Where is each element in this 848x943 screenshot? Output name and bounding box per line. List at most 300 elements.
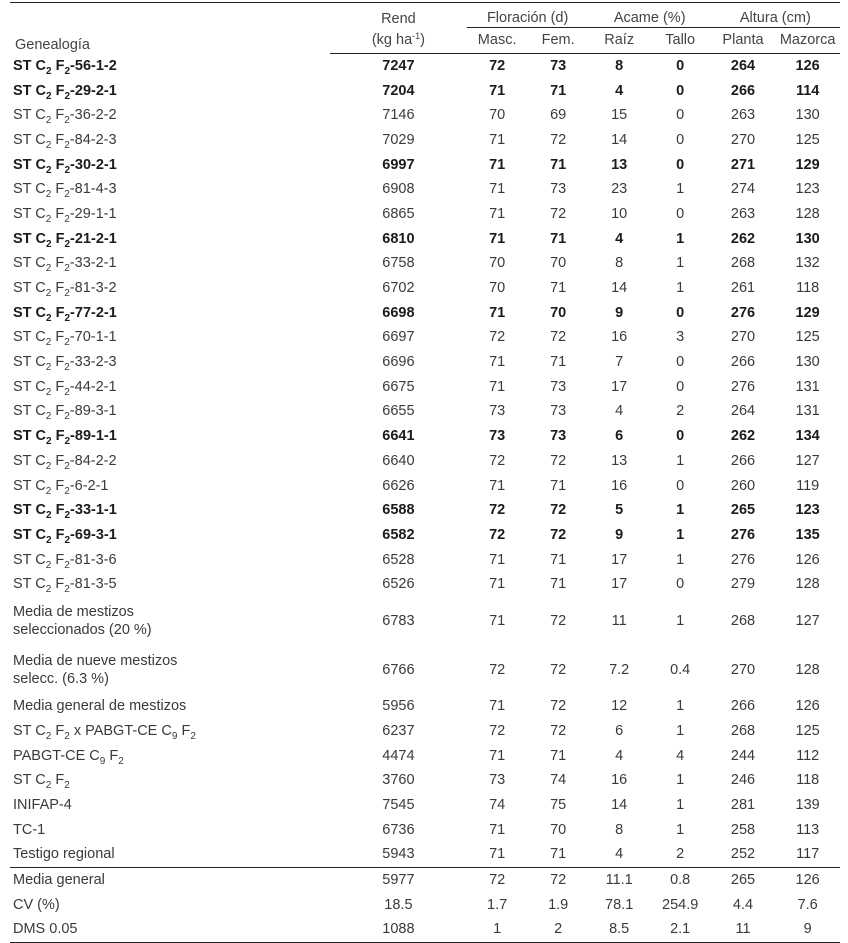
table-row — [10, 893, 840, 918]
raiz-cell: 6 — [615, 722, 624, 739]
rend-cell: 5943 — [382, 846, 415, 863]
genealogy-cell: Testigo regional — [13, 846, 115, 863]
planta-cell: 261 — [730, 280, 756, 297]
genealogy-cell: ST $C_2$ $F_2-33-2-1$ — [13, 255, 117, 275]
table-row — [10, 498, 840, 523]
raiz-cell: 13 — [611, 156, 628, 173]
planta-cell: 274 — [730, 181, 756, 198]
masc-cell: 71 — [489, 698, 506, 715]
genealogy-cell: ST $C_2$ $F_2-6-2-1$ — [13, 477, 109, 497]
mazorca-cell: 129 — [795, 304, 820, 321]
masc-cell: 71 — [489, 156, 506, 173]
rend-cell: 5956 — [382, 698, 415, 715]
table-row — [10, 449, 840, 474]
table-row — [10, 744, 840, 769]
tallo-cell: 0 — [676, 131, 685, 148]
planta-cell: 270 — [730, 661, 756, 678]
mazorca-cell: 125 — [795, 722, 820, 739]
table-row — [10, 128, 840, 153]
tallo-cell: 1 — [676, 230, 685, 247]
masc-cell: 1.7 — [487, 896, 508, 913]
table-row — [10, 768, 840, 793]
tallo-cell: 3 — [676, 329, 685, 346]
header-tallo: Tallo — [650, 28, 711, 54]
rend-cell: 6702 — [382, 280, 415, 297]
rend-cell: 18.5 — [384, 896, 413, 913]
table-row — [10, 375, 840, 400]
planta-cell: 266 — [730, 698, 756, 715]
planta-cell: 258 — [730, 821, 756, 838]
table-row — [10, 177, 840, 202]
results-table — [10, 2, 840, 943]
raiz-cell: 4 — [615, 747, 624, 764]
table-row — [10, 301, 840, 326]
genealogy-cell: ST $C_2$ $F_2-81-3-6$ — [13, 551, 117, 571]
table-row — [10, 719, 840, 744]
rend-cell: 6582 — [382, 526, 415, 543]
raiz-cell: 7 — [615, 354, 624, 371]
rend-cell: 6997 — [382, 156, 415, 173]
mazorca-cell: 118 — [796, 772, 820, 789]
fem-cell: 73 — [550, 57, 567, 74]
rend-cell: 7545 — [382, 796, 415, 813]
genealogy-cell: INIFAP-4 — [13, 796, 72, 813]
mazorca-cell: 125 — [795, 329, 820, 346]
tallo-cell: 2.1 — [650, 918, 711, 943]
planta-cell: 268 — [730, 722, 756, 739]
header-rend-units: (kg $ha^{-1}$) — [330, 28, 466, 54]
raiz-cell: 6 — [615, 428, 624, 445]
table-row — [10, 572, 840, 597]
tallo-cell: 0 — [676, 477, 685, 494]
planta-cell: 252 — [730, 846, 756, 863]
tallo-cell: 1 — [676, 181, 685, 198]
header-floracion: Floración (d) — [467, 3, 589, 28]
planta-cell: 246 — [730, 772, 756, 789]
fem-cell: 69 — [550, 107, 567, 124]
mazorca-cell: 117 — [796, 846, 820, 863]
rend-cell: 3760 — [382, 772, 415, 789]
tallo-cell: 2 — [676, 846, 685, 863]
table-row — [10, 474, 840, 499]
genealogy-cell: PABGT-CE $C_9$ $F_2$ — [13, 747, 124, 767]
planta-cell: 264 — [730, 57, 756, 74]
tallo-cell: 0 — [676, 82, 685, 99]
genealogy-cell: ST $C_2$ $F_2-81-3-2$ — [13, 280, 117, 300]
fem-cell: 73 — [550, 403, 567, 420]
rend-cell: 4474 — [382, 747, 415, 764]
planta-cell: 265 — [730, 502, 756, 519]
rend-cell: 6697 — [382, 329, 415, 346]
raiz-cell: 9 — [615, 526, 624, 543]
masc-cell: 70 — [489, 107, 506, 124]
fem-cell: 72 — [550, 502, 567, 519]
planta-cell: 276 — [730, 526, 756, 543]
table-row — [10, 793, 840, 818]
fem-cell: 72 — [550, 329, 567, 346]
mazorca-cell: 126 — [795, 551, 820, 568]
genealogy-cell: Media general — [10, 868, 330, 893]
fem-cell: 72 — [528, 868, 589, 893]
mazorca-cell: 123 — [795, 181, 820, 198]
rend-cell: 6237 — [382, 722, 415, 739]
mazorca-cell: 127 — [795, 452, 820, 469]
planta-cell: 244 — [730, 747, 756, 764]
masc-cell: 72 — [489, 722, 506, 739]
raiz-cell: 4 — [615, 230, 624, 247]
fem-cell: 70 — [550, 821, 567, 838]
header-planta: Planta — [711, 28, 776, 54]
tallo-cell: 4 — [676, 747, 685, 764]
raiz-cell: 8 — [615, 255, 624, 272]
fem-cell: 72 — [550, 661, 567, 678]
mazorca-cell: 129 — [795, 156, 820, 173]
masc-cell: 73 — [489, 772, 506, 789]
table-row — [10, 276, 840, 301]
planta-cell: 268 — [730, 255, 756, 272]
tallo-cell: 1 — [676, 821, 685, 838]
fem-cell: 72 — [550, 698, 567, 715]
raiz-cell: 8 — [615, 821, 624, 838]
planta-cell: 276 — [730, 304, 756, 321]
raiz-cell: 11.1 — [589, 868, 650, 893]
rend-cell: 7146 — [382, 107, 415, 124]
table-row — [10, 842, 840, 867]
tallo-cell: 0 — [676, 576, 685, 593]
rend-cell: 6698 — [382, 304, 415, 321]
genealogy-cell: ST $C_2$ $F_2-33-1-1$ — [13, 502, 117, 522]
rend-cell: 6908 — [382, 181, 415, 198]
genealogy-cell: DMS 0.05 — [10, 918, 330, 943]
mazorca-cell: 139 — [795, 796, 820, 813]
table-row — [10, 523, 840, 548]
fem-cell: 71 — [550, 576, 567, 593]
tallo-cell: 0 — [676, 304, 685, 321]
masc-cell: 71 — [489, 378, 506, 395]
tallo-cell: 0 — [676, 354, 685, 371]
genealogy-cell: ST $C_2$ $F_2$ x PABGT-CE $C_9$ $F_2$ — [13, 722, 196, 742]
planta-cell: 281 — [730, 796, 756, 813]
raiz-cell: 78.1 — [605, 896, 634, 913]
planta-cell: 270 — [730, 131, 756, 148]
raiz-cell: 5 — [615, 502, 624, 519]
header-genealogia: Genealogía — [10, 3, 330, 54]
masc-cell: 74 — [489, 796, 506, 813]
raiz-cell: 17 — [611, 576, 628, 593]
genealogy-cell: Media de mestizos seleccionados (20 %) — [13, 604, 152, 639]
planta-cell: 276 — [730, 551, 756, 568]
masc-cell: 71 — [489, 747, 506, 764]
fem-cell: 1.9 — [548, 896, 569, 913]
tallo-cell: 1 — [676, 551, 685, 568]
fem-cell: 71 — [550, 82, 567, 99]
rend-cell: 6736 — [382, 821, 415, 838]
genealogy-cell: ST $C_2$ $F_2-69-3-1$ — [13, 526, 117, 546]
fem-cell: 71 — [550, 156, 567, 173]
genealogy-cell: ST $C_2$ $F_2-36-2-2$ — [13, 107, 117, 127]
masc-cell: 71 — [489, 612, 506, 629]
masc-cell: 70 — [489, 280, 506, 297]
fem-cell: 71 — [550, 846, 567, 863]
genealogy-cell: ST $C_2$ $F_2-81-4-3$ — [13, 181, 117, 201]
tallo-cell: 1 — [676, 772, 685, 789]
rend-cell: 6626 — [382, 477, 415, 494]
raiz-cell: 8 — [615, 57, 624, 74]
rend-cell: 1088 — [330, 918, 466, 943]
mazorca-cell: 126 — [775, 868, 840, 893]
masc-cell: 71 — [489, 131, 506, 148]
tallo-cell: 1 — [676, 722, 685, 739]
fem-cell: 73 — [550, 181, 567, 198]
mazorca-cell: 127 — [795, 612, 820, 629]
mazorca-cell: 130 — [795, 354, 820, 371]
genealogy-cell: ST $C_2$ $F_2-89-1-1$ — [13, 428, 117, 448]
table-row — [10, 694, 840, 719]
header-masc: Masc. — [467, 28, 528, 54]
table-row — [10, 918, 840, 943]
genealogy-cell: ST $C_2$ $F_2-44-2-1$ — [13, 378, 117, 398]
masc-cell: 71 — [489, 846, 506, 863]
mazorca-cell: 132 — [795, 255, 820, 272]
mazorca-cell: 130 — [795, 107, 820, 124]
raiz-cell: 11 — [611, 612, 627, 629]
table-row — [10, 103, 840, 128]
rend-cell: 6865 — [382, 205, 415, 222]
genealogy-cell: ST $C_2$ $F_2-81-3-5$ — [13, 576, 117, 596]
genealogy-cell: TC-1 — [13, 821, 46, 838]
fem-cell: 72 — [550, 452, 567, 469]
masc-cell: 72 — [489, 661, 506, 678]
masc-cell: 71 — [489, 354, 506, 371]
masc-cell: 72 — [489, 452, 506, 469]
mazorca-cell: 131 — [795, 403, 820, 420]
raiz-cell: 4 — [615, 846, 624, 863]
tallo-cell: 1 — [676, 502, 685, 519]
raiz-cell: 15 — [611, 107, 628, 124]
mazorca-cell: 118 — [796, 280, 820, 297]
fem-cell: 72 — [550, 205, 567, 222]
rend-cell: 6675 — [382, 378, 415, 395]
raiz-cell: 14 — [611, 131, 628, 148]
fem-cell: 71 — [550, 230, 567, 247]
planta-cell: 262 — [730, 428, 756, 445]
mazorca-cell: 125 — [795, 131, 820, 148]
genealogy-cell: ST $C_2$ $F_2-70-1-1$ — [13, 329, 117, 349]
planta-cell: 270 — [730, 329, 756, 346]
planta-cell: 4.4 — [732, 896, 754, 913]
tallo-cell: 0 — [676, 378, 685, 395]
rend-cell: 6640 — [382, 452, 415, 469]
mazorca-cell: 130 — [795, 230, 820, 247]
tallo-cell: 0 — [676, 107, 685, 124]
genealogy-cell: ST $C_2$ $F_2-56-1-2$ — [13, 57, 117, 77]
planta-cell: 268 — [730, 612, 756, 629]
header-mazorca: Mazorca — [775, 28, 840, 54]
fem-cell: 75 — [550, 796, 567, 813]
masc-cell: 72 — [489, 526, 506, 543]
fem-cell: 72 — [550, 526, 567, 543]
mazorca-cell: 112 — [796, 747, 820, 764]
tallo-cell: 1 — [676, 796, 685, 813]
rend-cell: 5977 — [330, 868, 466, 893]
fem-cell: 70 — [550, 304, 567, 321]
tallo-cell: 1 — [676, 612, 685, 629]
fem-cell: 71 — [550, 477, 567, 494]
table-row — [10, 326, 840, 351]
rend-cell: 6783 — [382, 612, 415, 629]
mazorca-cell: 123 — [795, 502, 820, 519]
table-row — [10, 350, 840, 375]
planta-cell: 271 — [730, 156, 756, 173]
fem-cell: 71 — [550, 280, 567, 297]
raiz-cell: 17 — [611, 378, 628, 395]
masc-cell: 71 — [489, 576, 506, 593]
table-row — [10, 202, 840, 227]
mazorca-cell: 128 — [795, 205, 820, 222]
header-acame: Acame (%) — [589, 3, 711, 28]
masc-cell: 72 — [467, 868, 528, 893]
masc-cell: 71 — [489, 181, 506, 198]
raiz-cell: 7.2 — [609, 661, 630, 678]
fem-cell: 72 — [550, 612, 567, 629]
masc-cell: 71 — [489, 551, 506, 568]
genealogy-cell: ST $C_2$ $F_2-33-2-3$ — [13, 354, 117, 374]
tallo-cell: 2 — [676, 403, 685, 420]
table-row — [10, 548, 840, 573]
table-row — [10, 597, 840, 646]
planta-cell: 266 — [730, 82, 756, 99]
rend-cell: 6655 — [382, 403, 415, 420]
raiz-cell: 10 — [611, 205, 628, 222]
tallo-cell: 1 — [676, 526, 685, 543]
mazorca-cell: 114 — [795, 82, 820, 99]
planta-cell: 264 — [730, 403, 756, 420]
masc-cell: 73 — [489, 428, 506, 445]
raiz-cell: 12 — [611, 698, 628, 715]
raiz-cell: 23 — [611, 181, 628, 198]
genealogy-cell: CV (%) — [13, 896, 60, 913]
rend-cell: 7029 — [382, 131, 415, 148]
masc-cell: 71 — [489, 205, 506, 222]
raiz-cell: 14 — [611, 796, 628, 813]
genealogy-cell: ST $C_2$ $F_2-77-2-1$ — [13, 304, 117, 324]
mazorca-cell: 131 — [795, 378, 820, 395]
table-row — [10, 646, 840, 695]
mazorca-cell: 128 — [795, 576, 820, 593]
mazorca-cell: 126 — [795, 698, 820, 715]
table-row — [10, 54, 840, 79]
masc-cell: 71 — [489, 304, 506, 321]
table-row — [10, 400, 840, 425]
mazorca-cell: 113 — [796, 821, 820, 838]
fem-cell: 70 — [550, 255, 567, 272]
header-raiz: Raíz — [589, 28, 650, 54]
table-row — [10, 868, 840, 893]
rend-cell: 7204 — [382, 82, 415, 99]
masc-cell: 72 — [489, 329, 506, 346]
rend-cell: 6696 — [382, 354, 415, 371]
tallo-cell: 0 — [676, 428, 685, 445]
tallo-cell: 1 — [676, 280, 685, 297]
rend-cell: 7247 — [382, 57, 415, 74]
planta-cell: 265 — [711, 868, 776, 893]
tallo-cell: 1 — [676, 452, 685, 469]
table-row — [10, 818, 840, 843]
planta-cell: 266 — [730, 452, 756, 469]
table-body — [10, 54, 840, 943]
header-rend: Rend — [330, 3, 466, 28]
mazorca-cell: 9 — [775, 918, 840, 943]
tallo-cell: 0.4 — [670, 661, 691, 678]
planta-cell: 260 — [730, 477, 756, 494]
genealogy-cell: ST $C_2$ $F_2-84-2-2$ — [13, 452, 117, 472]
genealogy-cell: ST $C_2$ $F_2-29-2-1$ — [13, 82, 117, 102]
planta-cell: 263 — [730, 107, 756, 124]
mazorca-cell: 7.6 — [797, 896, 818, 913]
raiz-cell: 9 — [615, 304, 624, 321]
raiz-cell: 4 — [615, 403, 624, 420]
genealogy-cell: Media de nueve mestizos selecc. (6.3 %) — [13, 653, 178, 688]
planta-cell: 279 — [730, 576, 756, 593]
fem-cell: 71 — [550, 354, 567, 371]
raiz-cell: 13 — [611, 452, 628, 469]
rend-cell: 6758 — [382, 255, 415, 272]
table-row — [10, 227, 840, 252]
masc-cell: 72 — [489, 502, 506, 519]
masc-cell: 71 — [489, 477, 506, 494]
rend-cell: 6766 — [382, 661, 415, 678]
mazorca-cell: 119 — [796, 477, 820, 494]
fem-cell: 73 — [550, 428, 567, 445]
raiz-cell: 16 — [611, 772, 628, 789]
planta-cell: 276 — [730, 378, 756, 395]
planta-cell: 263 — [730, 205, 756, 222]
genealogy-cell: ST $C_2$ $F_2-30-2-1$ — [13, 156, 117, 176]
raiz-cell: 17 — [611, 551, 628, 568]
rend-cell: 6588 — [382, 502, 415, 519]
mazorca-cell: 134 — [795, 428, 820, 445]
genealogy-cell: ST $C_2$ $F_2-84-2-3$ — [13, 131, 117, 151]
header-altura: Altura (cm) — [711, 3, 840, 28]
mazorca-cell: 128 — [795, 661, 820, 678]
fem-cell: 72 — [550, 131, 567, 148]
header-fem: Fem. — [528, 28, 589, 54]
fem-cell: 72 — [550, 722, 567, 739]
raiz-cell: 14 — [611, 280, 628, 297]
tallo-cell: 0 — [676, 156, 685, 173]
mazorca-cell: 126 — [795, 57, 820, 74]
rend-cell: 6528 — [382, 551, 415, 568]
table-row — [10, 424, 840, 449]
tallo-cell: 254.9 — [662, 896, 699, 913]
masc-cell: 1 — [467, 918, 528, 943]
raiz-cell: 16 — [611, 477, 628, 494]
masc-cell: 70 — [489, 255, 506, 272]
table-row — [10, 79, 840, 104]
rend-cell: 6526 — [382, 576, 415, 593]
tallo-cell: 1 — [676, 255, 685, 272]
raiz-cell: 8.5 — [589, 918, 650, 943]
fem-cell: 71 — [550, 551, 567, 568]
masc-cell: 71 — [489, 82, 506, 99]
planta-cell: 262 — [730, 230, 756, 247]
masc-cell: 71 — [489, 230, 506, 247]
planta-cell: 11 — [711, 918, 776, 943]
rend-cell: 6641 — [382, 428, 415, 445]
genealogy-cell: ST $C_2$ $F_2-21-2-1$ — [13, 230, 117, 250]
fem-cell: 71 — [550, 747, 567, 764]
masc-cell: 71 — [489, 821, 506, 838]
